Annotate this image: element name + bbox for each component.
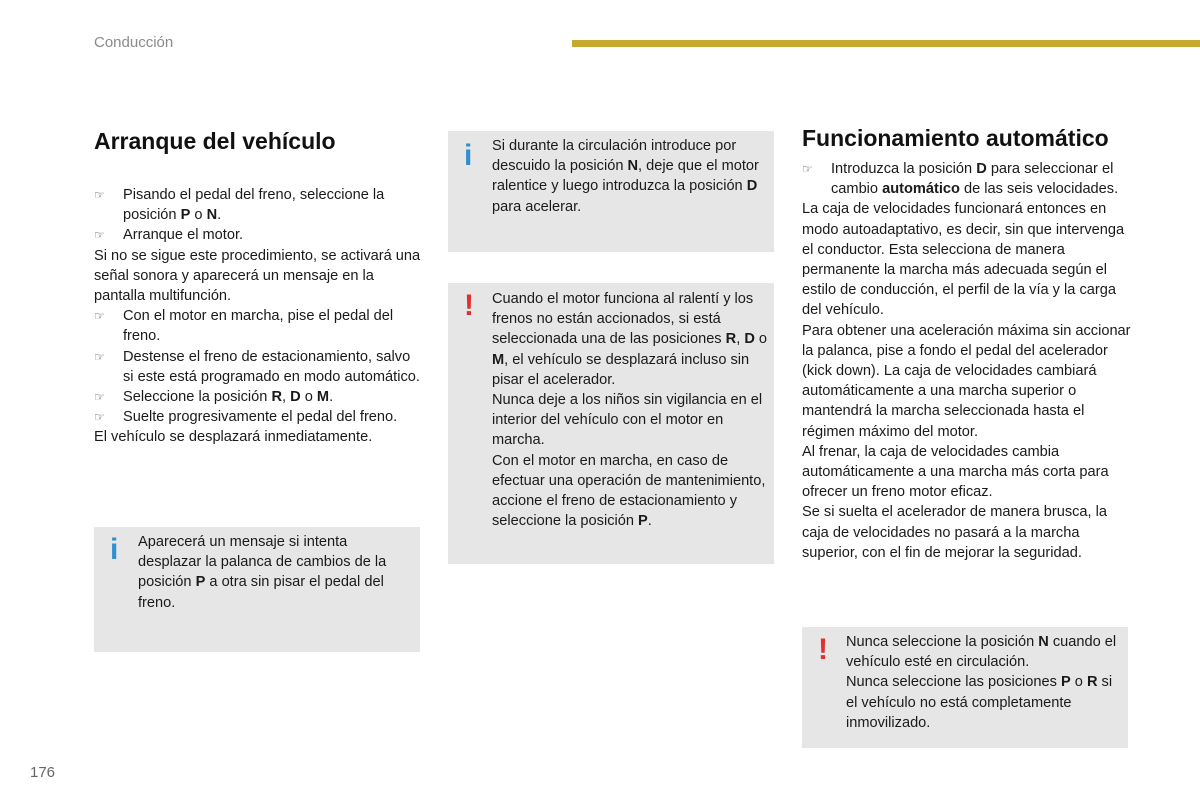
warning-text: Nunca seleccione la posición N cuando el vehículo esté en circulación.	[846, 634, 1117, 671]
paragraph: Se si suelta el acelerador de manera brusca, la caja de velocidades no pasará a la marcha superior, con el fin de mejorar la seguridad.	[802, 504, 1108, 561]
warning-box-ralenti	[448, 283, 774, 564]
info-icon: i	[464, 139, 473, 172]
warning-text: Nunca seleccione las posiciones P o R si el vehículo no está completamente inmovilizado.	[846, 674, 1113, 731]
pointing-hand-icon: ☞	[94, 349, 105, 364]
pointing-hand-icon: ☞	[94, 309, 105, 324]
warning-text: Cuando el motor funciona al ralentí y los frenos no están accionados, si está seleccionada una de las posiciones R, D o M, el vehículo se desplazará incluso sin pisar el acelerador.	[492, 291, 768, 388]
info-box-palanca	[94, 527, 420, 652]
list-item: ☞ Introduzca la posición D para seleccionar el cambio automático de las seis velocidades.	[802, 161, 1119, 198]
list-item: ☞ Seleccione la posición R, D o M.	[94, 387, 424, 407]
warning-box-posicion	[802, 627, 1128, 748]
pointing-hand-icon: ☞	[94, 188, 105, 202]
page-number: 176	[30, 764, 56, 781]
pointing-hand-icon: ☞	[94, 390, 105, 405]
info-text: Si durante la circulación introduce por descuido la posición N, deje que el motor ralentice y luego introduzca la posición D para acelerar.	[492, 138, 759, 215]
header-accent-bar	[572, 40, 1200, 47]
info-box-circulacion	[448, 131, 774, 252]
paragraph: Para obtener una aceleración máxima sin accionar la palanca, pise a fondo el pedal del acelerador (kick down). La caja de velocidades cambiará automáticamente a una marcha superior o mantendrá la marcha seleccionada hasta el régimen máximo del motor.	[802, 322, 1131, 440]
heading-arranque: Arranque del vehículo	[94, 128, 336, 154]
list-item: ☞ Pisando el pedal del freno, seleccione la posición P o N.	[94, 187, 385, 224]
list-item: ☞ Destense el freno de estacionamiento, salvo si este está programado en modo automático.	[94, 348, 420, 385]
paragraph: Si no se sigue este procedimiento, se activará una señal sonora y aparecerá un mensaje en la pantalla multifunción.	[94, 247, 421, 305]
pointing-hand-icon: ☞	[94, 410, 105, 425]
paragraph: Al frenar, la caja de velocidades cambia automáticamente a una marcha más corta para ofrecer un freno motor eficaz.	[802, 443, 1109, 501]
pointing-hand-icon: ☞	[802, 162, 813, 176]
warning-icon: !	[464, 289, 474, 322]
pointing-hand-icon: ☞	[94, 228, 105, 243]
warning-icon: !	[818, 633, 828, 666]
list-item: ☞ Con el motor en marcha, pise el pedal del freno.	[94, 308, 394, 345]
info-text: Aparecerá un mensaje si intenta desplazar la palanca de cambios de la posición P a otra sin pisar el pedal del freno.	[138, 534, 387, 611]
column-funcionamiento	[802, 126, 1134, 563]
column-arranque	[94, 126, 424, 448]
paragraph: La caja de velocidades funcionará entonces en modo autoadaptativo, es decir, sin que intervenga el conductor. Esta selecciona de manera permanente la marcha más adecuada según el estilo de conducción, el perfil de la vía y la carga del vehículo.	[802, 201, 1125, 319]
section-title: Conducción	[94, 34, 174, 51]
warning-text: Nunca deje a los niños sin vigilancia en el interior del vehículo con el motor en marcha.	[492, 392, 763, 449]
paragraph: El vehículo se desplazará inmediatamente.	[94, 429, 373, 446]
heading-funcionamiento: Funcionamiento automático	[802, 125, 1109, 151]
list-item: ☞ Arranque el motor.	[94, 225, 424, 245]
warning-text: Con el motor en marcha, en caso de efectuar una operación de mantenimiento, accione el freno de estacionamiento y seleccione la posición P.	[492, 452, 766, 530]
info-icon: i	[110, 533, 119, 566]
list-item: ☞ Suelte progresivamente el pedal del freno.	[94, 407, 424, 427]
